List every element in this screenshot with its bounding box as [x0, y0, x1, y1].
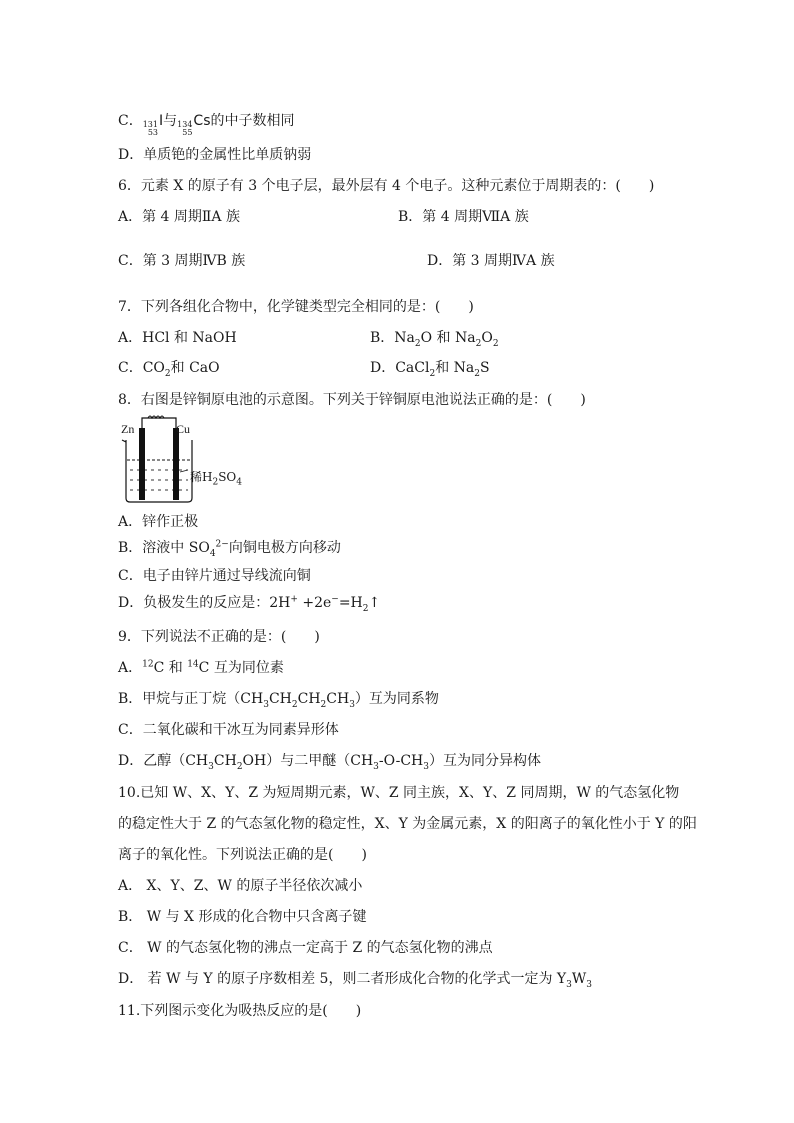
q10-stem-line1: 10.已知 W、X、Y、Z 为短周期元素，W、Z 同主族，X、Y、Z 同周期，W 的气态氢化物 [118, 785, 680, 801]
cu-label: Cu [176, 422, 191, 436]
q11-stem: 11.下列图示变化为吸热反应的是( ) [118, 1003, 362, 1019]
copper-electrode [173, 428, 179, 500]
zinc-copper-cell-diagram [118, 412, 258, 504]
q7-stem: 7．下列各组化合物中，化学键类型完全相同的是：( ) [118, 299, 474, 315]
q5-option-c: C． 131 53 I与 134 55 Cs的中子数相同 [118, 113, 295, 137]
isotope-cs134: 134 55 Cs [177, 113, 211, 137]
q10-option-a: A． X、Y、Z、W 的原子半径依次减小 [118, 878, 363, 894]
q8-option-b: B．溶液中 $SO_4^{2-}$向铜电极方向移动 [118, 539, 341, 559]
isotope-i131: 131 53 I [142, 113, 164, 137]
liquid [130, 470, 188, 490]
q7-option-d: D．CaCl$_2$和 $Na_2S$ [370, 360, 490, 379]
q9-option-b: B．甲烷与正丁烷$(CH_3CH_2CH_2CH_3)$互为同系物 [118, 691, 439, 710]
zn-label: Zn [121, 422, 135, 436]
q6-stem: 6．元素 X 的原子有 3 个电子层，最外层有 4 个电子。这种元素位于周期表的：( ) [118, 178, 655, 194]
q8-stem: 8．右图是锌铜原电池的示意图。下列关于锌铜原电池说法正确的是：( ) [118, 392, 586, 408]
q6-option-a: A．第 4 周期ⅡA 族 [118, 209, 240, 225]
zinc-electrode [139, 428, 145, 500]
beaker [126, 440, 192, 502]
q10-option-c: C． W 的气态氢化物的沸点一定高于 Z 的气态氢化物的沸点 [118, 940, 493, 956]
q7-option-c: C．$CO_2$和 CaO [118, 360, 220, 379]
q6-option-c: C．第 3 周期ⅣB 族 [118, 253, 246, 269]
q5-option-d: D．单质铯的金属性比单质钠弱 [118, 147, 312, 163]
q6-option-d: D．第 3 周期ⅣA 族 [427, 253, 555, 269]
q9-stem: 9．下列说法不正确的是：( ) [118, 629, 320, 645]
q9-option-c: C．二氧化碳和干冰互为同素异形体 [118, 722, 339, 738]
q8-option-c: C．电子由锌片通过导线流向铜 [118, 568, 311, 584]
q10-stem-line2: 的稳定性大于 Z 的气态氢化物的稳定性，X、Y 为金属元素，X 的阳离子的氧化性小于 Y 的阳 [118, 816, 697, 832]
q7-option-b: B．$Na_2O$ 和 $Na_2O_2$ [370, 330, 499, 349]
q7-option-a: A．HCl 和 NaOH [118, 330, 237, 346]
q10-stem-line3: 离子的氧化性。下列说法正确的是( ) [118, 847, 367, 863]
q6-option-b: B．第 4 周期ⅦA 族 [398, 209, 529, 225]
q9-option-d: D．乙醇$(CH_3CH_2OH)$与二甲醚$(CH_3-O-CH_3)$互为同分异构体 [118, 753, 541, 772]
q8-option-a: A．锌作正极 [118, 514, 199, 530]
wire [142, 418, 176, 428]
q10-option-b: B． W 与 X 形成的化合物中只含离子键 [118, 909, 367, 925]
acid-label: 稀$H_2SO_4$ [190, 470, 242, 488]
q9-option-a: A．$^{12}$C 和 $^{14}$C 互为同位素 [118, 659, 284, 676]
q10-option-d: D． 若 W 与 Y 的原子序数相差 5，则二者形成化合物的化学式一定为 $Y_3W_3$ [118, 971, 593, 990]
q8-option-d: D．负极发生的反应是：$2H^+ +2e^-=H_2↑$ [118, 594, 381, 614]
